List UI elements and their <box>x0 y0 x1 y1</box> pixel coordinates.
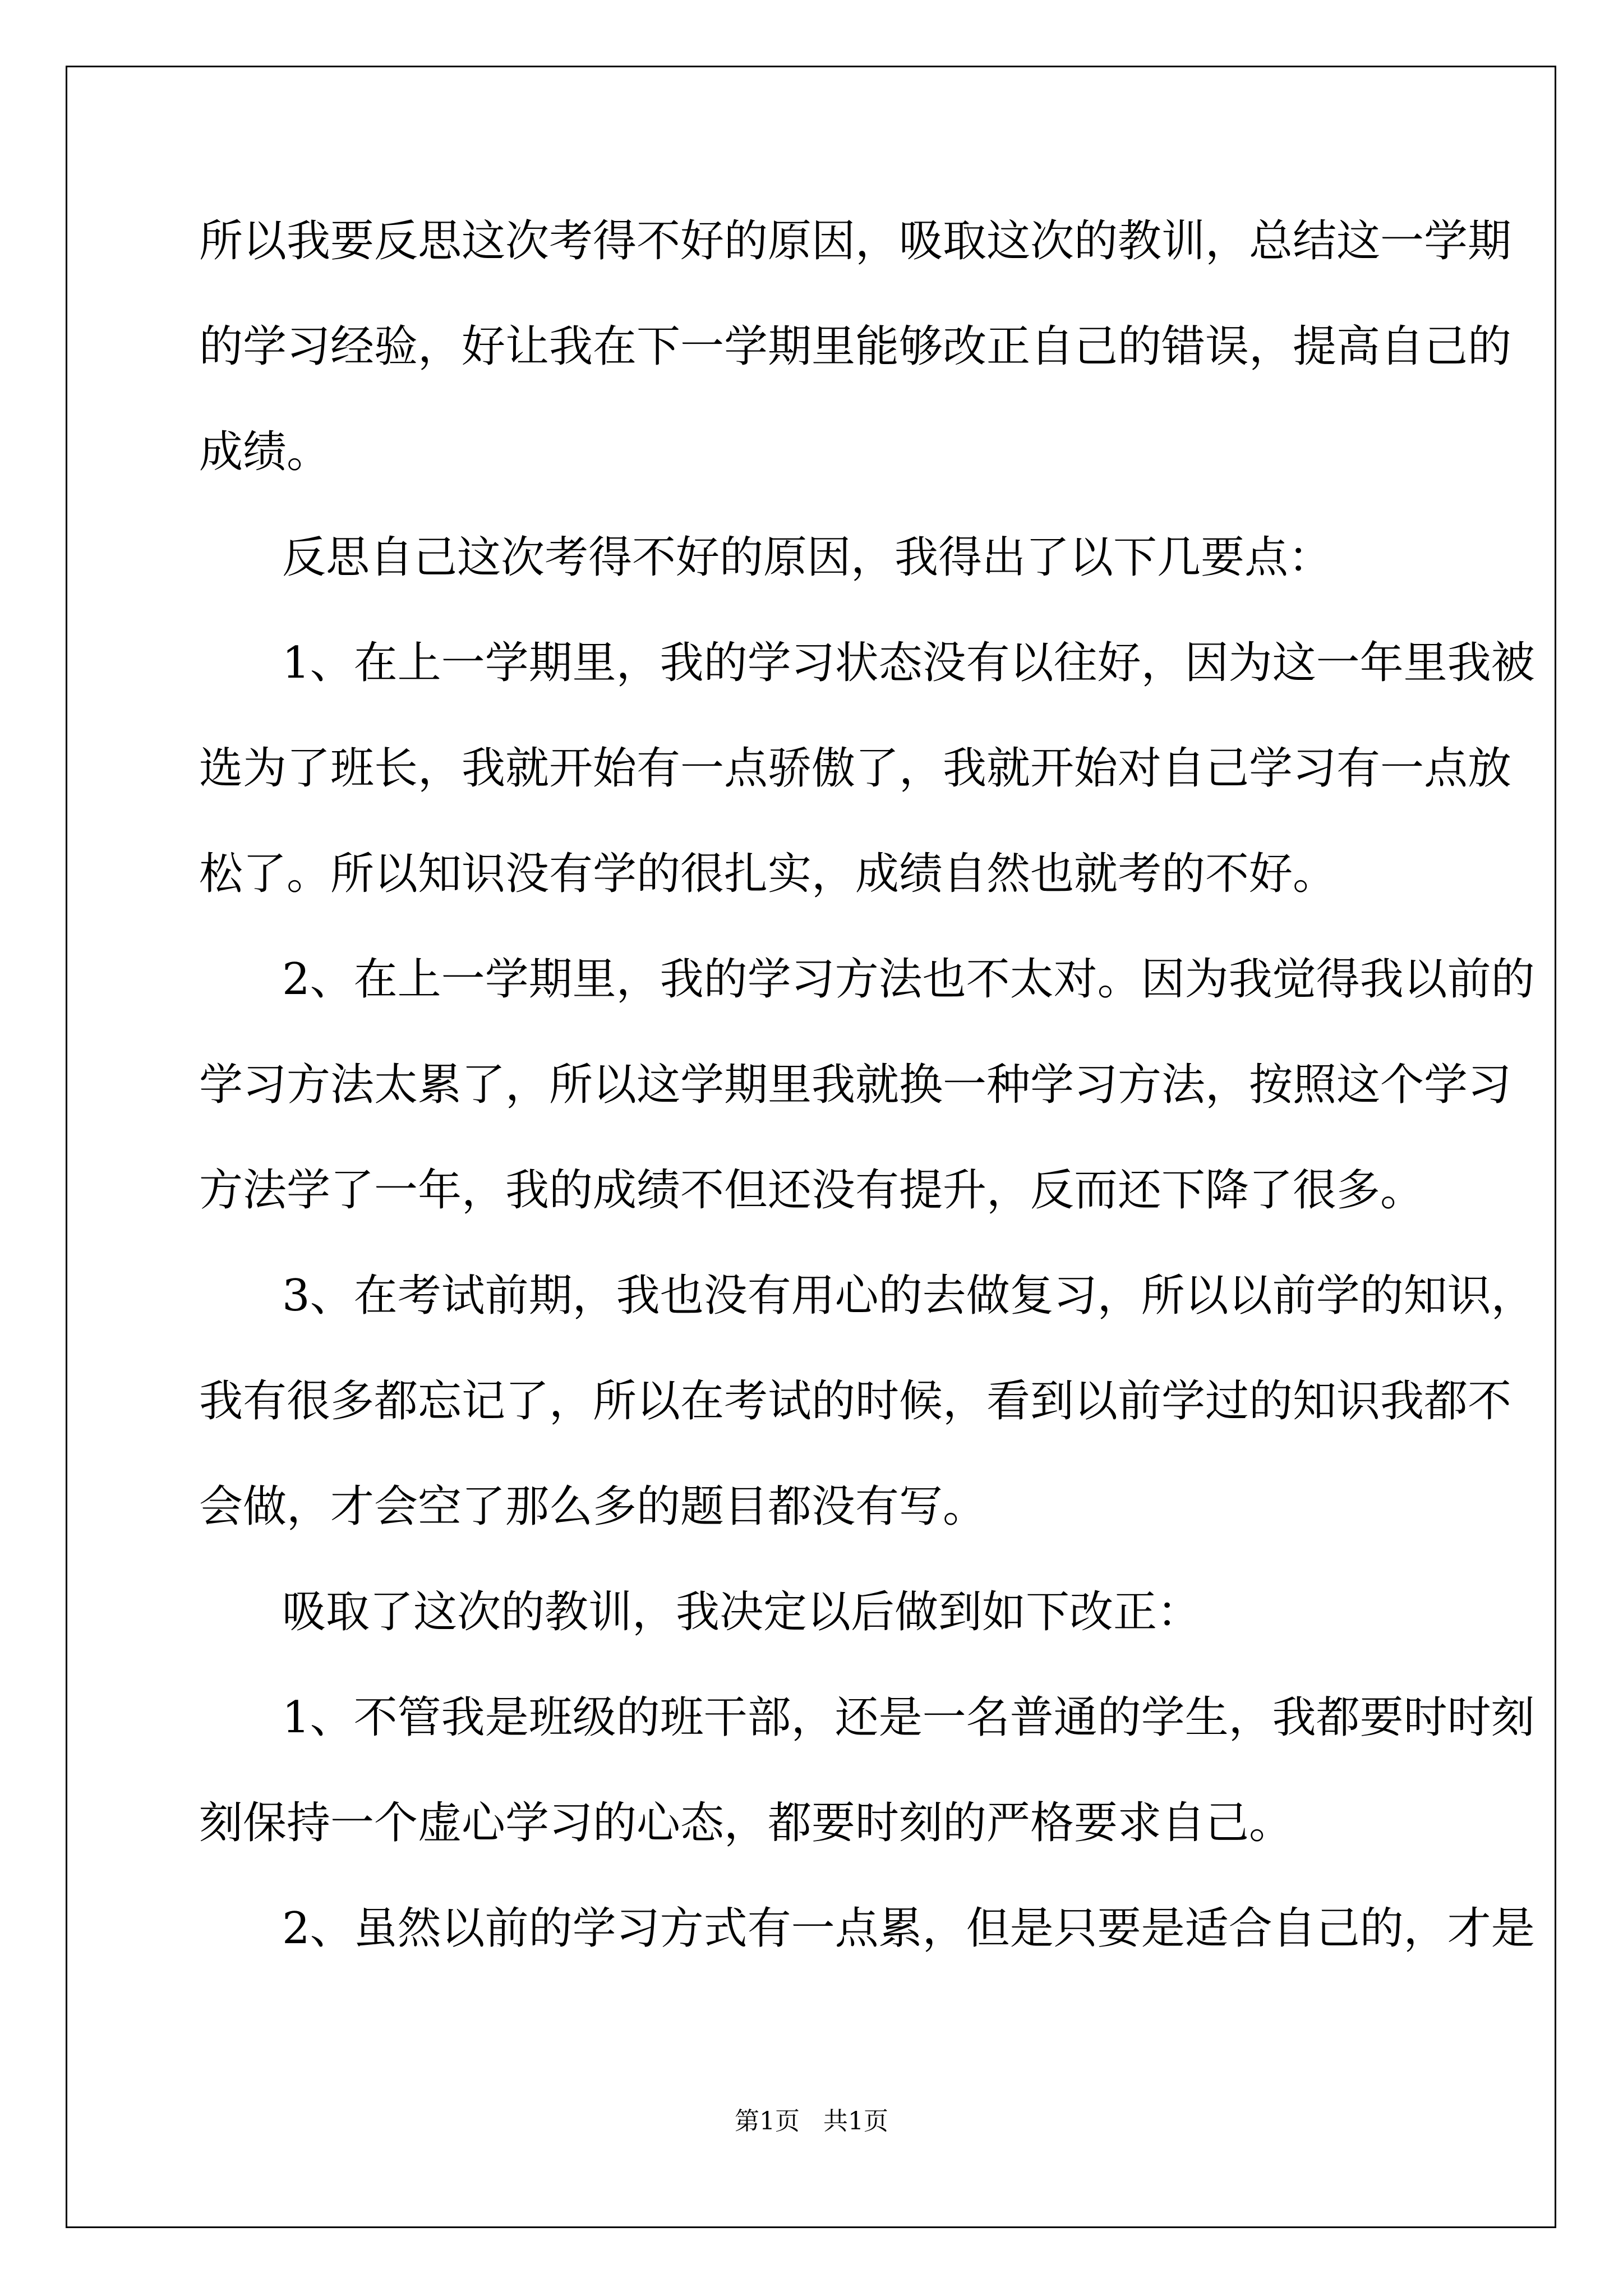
paragraph-line: 会做，才会空了那么多的题目都没有写。 <box>199 1481 987 1532</box>
paragraph-line: 反思自己这次考得不好的原因，我得出了以下几要点： <box>282 532 1332 583</box>
paragraph-line: 吸取了这次的教训，我决定以后做到如下改正： <box>282 1587 1201 1637</box>
paragraph-line: 2、在上一学期里，我的学习方法也不太对。因为我觉得我以前的 <box>282 954 1535 1005</box>
paragraph-line: 方法学了一年，我的成绩不但还没有提升，反而还下降了很多。 <box>199 1165 1424 1216</box>
paragraph-line: 的学习经验，好让我在下一学期里能够改正自己的错误，提高自己的 <box>199 321 1512 372</box>
paragraph-line: 刻保持一个虚心学习的心态，都要时刻的严格要求自己。 <box>199 1798 1293 1848</box>
paragraph-line: 所以我要反思这次考得不好的原因，吸取这次的教训，总结这一学期 <box>199 216 1512 266</box>
paragraph-line: 1、不管我是班级的班干部，还是一名普通的学生，我都要时时刻 <box>282 1692 1535 1743</box>
paragraph-line: 成绩。 <box>199 427 331 477</box>
paragraph-line: 我有很多都忘记了，所以在考试的时候，看到以前学过的知识我都不 <box>199 1376 1512 1427</box>
paragraph-line: 1、在上一学期里，我的学习状态没有以往好，因为这一年里我被 <box>282 638 1535 688</box>
paragraph-line: 学习方法太累了，所以这学期里我就换一种学习方法，按照这个学习 <box>199 1060 1512 1110</box>
paragraph-line: 选为了班长，我就开始有一点骄傲了，我就开始对自己学习有一点放 <box>199 743 1512 794</box>
page-footer: 第1页 共1页 <box>735 2107 888 2136</box>
paragraph-line: 2、虽然以前的学习方式有一点累，但是只要是适合自己的，才是 <box>282 1903 1535 1954</box>
paragraph-line: 3、在考试前期，我也没有用心的去做复习，所以以前学的知识， <box>282 1271 1535 1321</box>
paragraph-line: 松了。所以知识没有学的很扎实，成绩自然也就考的不好。 <box>199 849 1337 899</box>
